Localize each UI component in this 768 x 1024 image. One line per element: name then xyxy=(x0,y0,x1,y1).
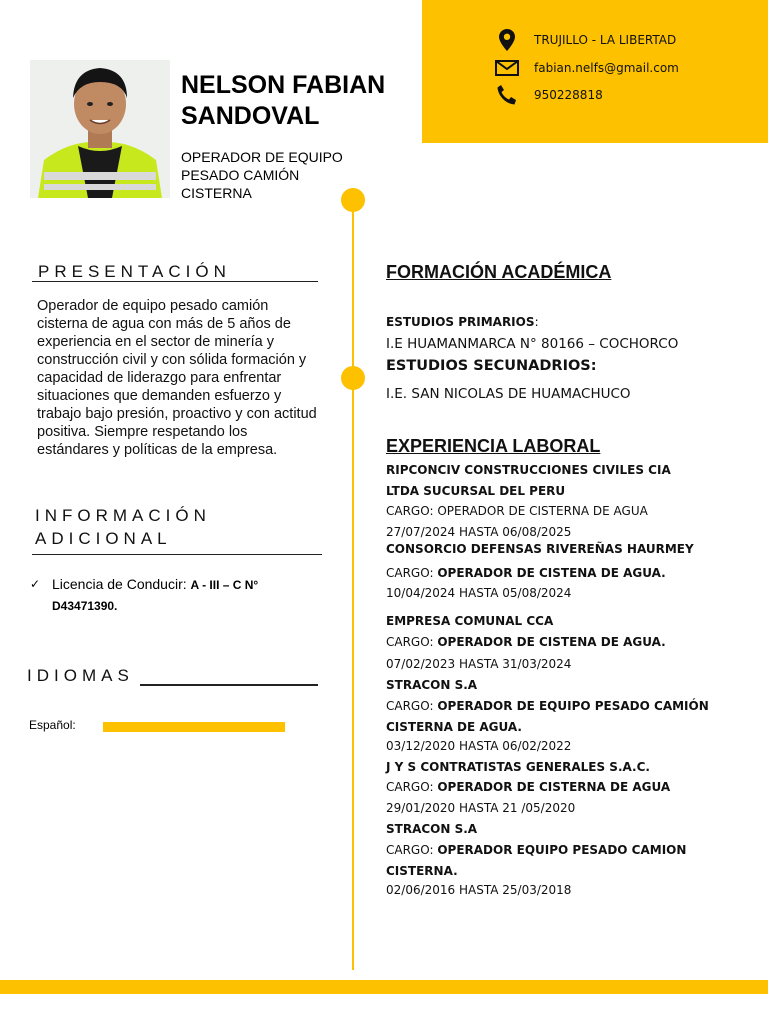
job-cargo xyxy=(386,504,648,518)
contact-location xyxy=(494,29,676,51)
job-dates: 27/07/2024 HASTA 06/08/2025 xyxy=(386,525,572,539)
languages-heading: IDIOMAS xyxy=(27,666,134,685)
licence-value: A - III – C N° D43471390. xyxy=(52,578,259,613)
location-pin-icon xyxy=(494,29,520,51)
timeline-line xyxy=(352,200,354,970)
job-cargo xyxy=(386,635,666,649)
licence-label: Licencia de Conducir: xyxy=(52,576,191,592)
job-dates: 29/01/2020 HASTA 21 /05/2020 xyxy=(386,801,576,815)
cargo-value: OPERADOR DE CISTENA DE AGUA. xyxy=(437,635,666,649)
licence-text xyxy=(52,574,310,616)
secondary-school: I.E. SAN NICOLAS DE HUAMACHUCO xyxy=(386,386,631,402)
job-company: STRACON S.A xyxy=(386,822,478,836)
primary-studies xyxy=(386,314,539,329)
secondary-label: ESTUDIOS SECUNADRIOS: xyxy=(386,358,597,374)
contact-phone xyxy=(494,84,603,106)
candidate-role: OPERADOR DE EQUIPO PESADO CAMIÓN CISTERNA xyxy=(181,149,343,201)
job-cargo xyxy=(386,780,670,794)
envelope-icon xyxy=(494,57,520,79)
cargo-value: OPERADOR DE EQUIPO PESADO CAMIÓN CISTERNA DE AGUA. xyxy=(386,699,709,734)
candidate-name: NELSON FABIAN SANDOVAL xyxy=(181,71,386,130)
email-text[interactable]: fabian.nelfs@gmail.com xyxy=(534,61,679,75)
cargo-prefix: CARGO: xyxy=(386,780,438,794)
footer-bar xyxy=(0,980,768,994)
phone-icon xyxy=(494,84,520,106)
job-cargo xyxy=(386,696,716,738)
job-company: J Y S CONTRATISTAS GENERALES S.A.C. xyxy=(386,760,650,774)
timeline-dot xyxy=(341,188,365,212)
cargo-prefix: CARGO: xyxy=(386,566,438,580)
job-dates: 10/04/2024 HASTA 05/08/2024 xyxy=(386,586,572,600)
checkmark-icon: ✓ xyxy=(30,577,41,591)
phone-text: 950228818 xyxy=(534,88,603,102)
cargo-value: OPERADOR DE CISTERNA DE AGUA xyxy=(437,504,648,518)
education-heading: FORMACIÓN ACADÉMICA xyxy=(386,262,612,282)
contact-email[interactable] xyxy=(494,57,679,79)
cargo-prefix: CARGO: xyxy=(386,843,438,857)
job-company: CONSORCIO DEFENSAS RIVEREÑAS HAURMEY xyxy=(386,542,694,556)
job-dates: 03/12/2020 HASTA 06/02/2022 xyxy=(386,739,572,753)
cargo-value: OPERADOR DE CISTENA DE AGUA. xyxy=(437,566,666,580)
licence-item xyxy=(30,574,310,616)
additional-heading-line1: INFORMACIÓN xyxy=(35,506,211,525)
primary-colon: : xyxy=(534,314,539,329)
job-dates: 02/06/2016 HASTA 25/03/2018 xyxy=(386,883,572,897)
timeline-dot xyxy=(341,366,365,390)
experience-heading: EXPERIENCIA LABORAL xyxy=(386,436,601,456)
presentation-heading: PRESENTACIÓN xyxy=(38,262,231,281)
section-divider xyxy=(32,281,318,282)
job-company: RIPCONCIV CONSTRUCCIONES CIVILES CIA LTDA SUCURSAL DEL PERU xyxy=(386,463,671,498)
additional-heading-line2: ADICIONAL xyxy=(35,529,172,548)
language-label: Español: xyxy=(29,718,76,732)
profile-photo xyxy=(30,60,170,198)
section-divider xyxy=(32,554,322,555)
cargo-value: OPERADOR EQUIPO PESADO CAMION CISTERNA. xyxy=(386,843,687,878)
cargo-prefix: CARGO: xyxy=(386,699,438,713)
cargo-value: OPERADOR DE CISTERNA DE AGUA xyxy=(437,780,671,794)
primary-school: I.E HUAMANMARCA N° 80166 – COCHORCO xyxy=(386,336,679,352)
cargo-prefix: CARGO: xyxy=(386,504,438,518)
location-text: TRUJILLO - LA LIBERTAD xyxy=(534,33,677,47)
job-company: EMPRESA COMUNAL CCA xyxy=(386,614,554,628)
language-level-bar xyxy=(103,722,285,732)
section-divider xyxy=(140,684,318,686)
job-company: STRACON S.A xyxy=(386,678,478,692)
presentation-text: Operador de equipo pesado camión cisterna de agua con más de 5 años de experiencia en el sector de minería y construcción civil y con sólida formación y capacidad de liderazgo para enfrentar situaciones que demanden esfuerzo y trabajo bajo presión, proactivo y con actitud positiva. Siempre respetando los estándares y políticas de la empresa. xyxy=(37,298,317,458)
job-cargo xyxy=(386,566,666,580)
job-dates: 07/02/2023 HASTA 31/03/2024 xyxy=(386,657,572,671)
primary-label: ESTUDIOS PRIMARIOS xyxy=(386,315,535,329)
cargo-prefix: CARGO: xyxy=(386,635,438,649)
job-cargo xyxy=(386,840,716,882)
